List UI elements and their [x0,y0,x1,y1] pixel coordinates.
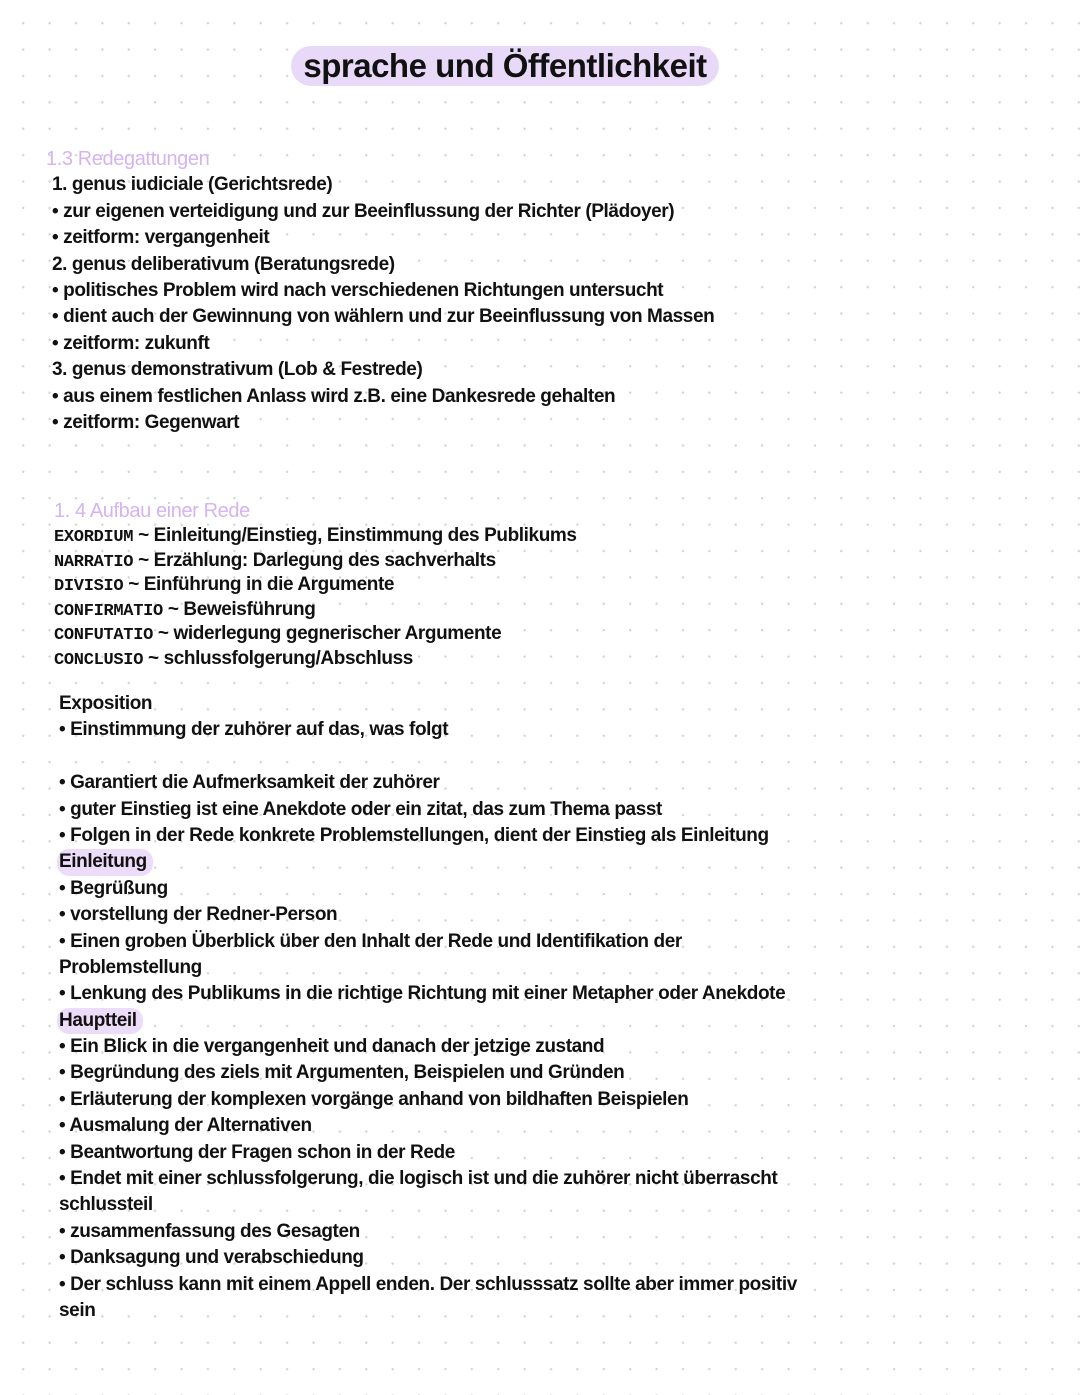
section-redegattungen [46,146,714,436]
part-desc: ~ Erzählung: Darlegung des sachverhalts [138,549,496,571]
list-item: • guter Einstieg ist eine Anekdote oder ein zitat, das zum Thema passt [59,798,662,820]
list-item: 2. genus deliberativum (Beratungsrede) [52,253,395,275]
list-item: • aus einem festlichen Anlass wird z.B. eine Dankesrede gehalten [52,385,616,407]
list-item: • Beantwortung der Fragen schon in der Rede [59,1141,455,1163]
list-item: • Ausmalung der Alternativen [59,1115,312,1137]
part-desc: ~ schlussfolgerung/Abschluss [148,647,413,669]
list-item: • Der schluss kann mit einem Appell enden. Der schlusssatz sollte aber immer positiv [59,1273,797,1295]
part-row [54,622,577,647]
list-item: • Garantiert die Aufmerksamkeit der zuhörer [59,772,440,794]
list-item: sein [59,1299,96,1321]
list-item: 3. genus demonstrativum (Lob & Festrede) [52,359,423,381]
list-item: • Lenkung des Publikums in die richtige Richtung mit einer Metapher oder Anekdote [59,983,786,1005]
part-term: CONFUTATIO [54,626,154,646]
part-term: CONFIRMATIO [54,601,163,621]
list-item: • Erläuterung der komplexen vorgänge anhand von bildhaften Beispielen [59,1088,689,1110]
part-term: EXORDIUM [54,528,134,547]
list-item: • vorstellung der Redner-Person [59,904,338,926]
page-title: sprache und Öffentlichkeit [291,46,718,86]
part-row [54,647,577,672]
part-row [54,573,577,598]
part-desc: ~ Einleitung/Einstieg, Einstimmung des Publikums [138,525,577,546]
part-desc: ~ widerlegung gegnerischer Argumente [157,623,502,645]
list-item: 1. genus iudiciale (Gerichtsrede) [52,174,333,196]
hauptteil-heading: Hauptteil [57,1008,143,1034]
section-heading: 1.3 Redegattungen [46,148,210,170]
part-term: CONCLUSIO [54,650,144,670]
list-item: • dient auch der Gewinnung von wählern und zur Beeinflussung von Massen [52,306,715,328]
page-title-wrap [0,46,1010,86]
exposition-heading: Exposition [59,693,153,714]
list-item: • Danksagung und verabschiedung [59,1247,364,1269]
list-item: • zusammenfassung des Gesagten [59,1220,360,1242]
part-desc: ~ Beweisführung [167,598,316,620]
part-term: DIVISIO [54,577,124,597]
list-item: Problemstellung [59,956,202,978]
list-item: • zeitform: zukunft [52,332,210,354]
part-row [54,598,577,623]
list-item: • zur eigenen verteidigung und zur Beeinflussung der Richter (Plädoyer) [52,200,675,222]
section-details [59,691,797,1324]
part-row [54,549,577,574]
list-item: • Folgen in der Rede konkrete Problemstellungen, dient der Einstieg als Einleitung [59,824,769,846]
section-aufbau [54,498,577,672]
list-item: • Endet mit einer schlussfolgerung, die logisch ist und die zuhörer nicht überrascht [59,1168,778,1190]
part-term: NARRATIO [54,552,134,572]
part-desc: ~ Einführung in die Argumente [128,574,395,596]
list-item: • Begrüßung [59,877,168,899]
list-item: • Ein Blick in die vergangenheit und danach der jetzige zustand [59,1036,605,1058]
schlussteil-heading: schlussteil [59,1194,153,1216]
list-item: • Einen groben Überblick über den Inhalt der Rede und Identifikation der [59,930,682,952]
list-item: • Begründung des ziels mit Argumenten, Beispielen und Gründen [59,1062,625,1084]
part-row [54,524,577,549]
einleitung-heading: Einleitung [57,849,153,875]
list-item: • politisches Problem wird nach verschiedenen Richtungen untersucht [52,279,664,301]
section-heading: 1. 4 Aufbau einer Rede [54,500,250,522]
list-item: • zeitform: Gegenwart [52,411,240,433]
list-item: • zeitform: vergangenheit [52,227,270,249]
list-item: • Einstimmung der zuhörer auf das, was folgt [59,719,449,741]
